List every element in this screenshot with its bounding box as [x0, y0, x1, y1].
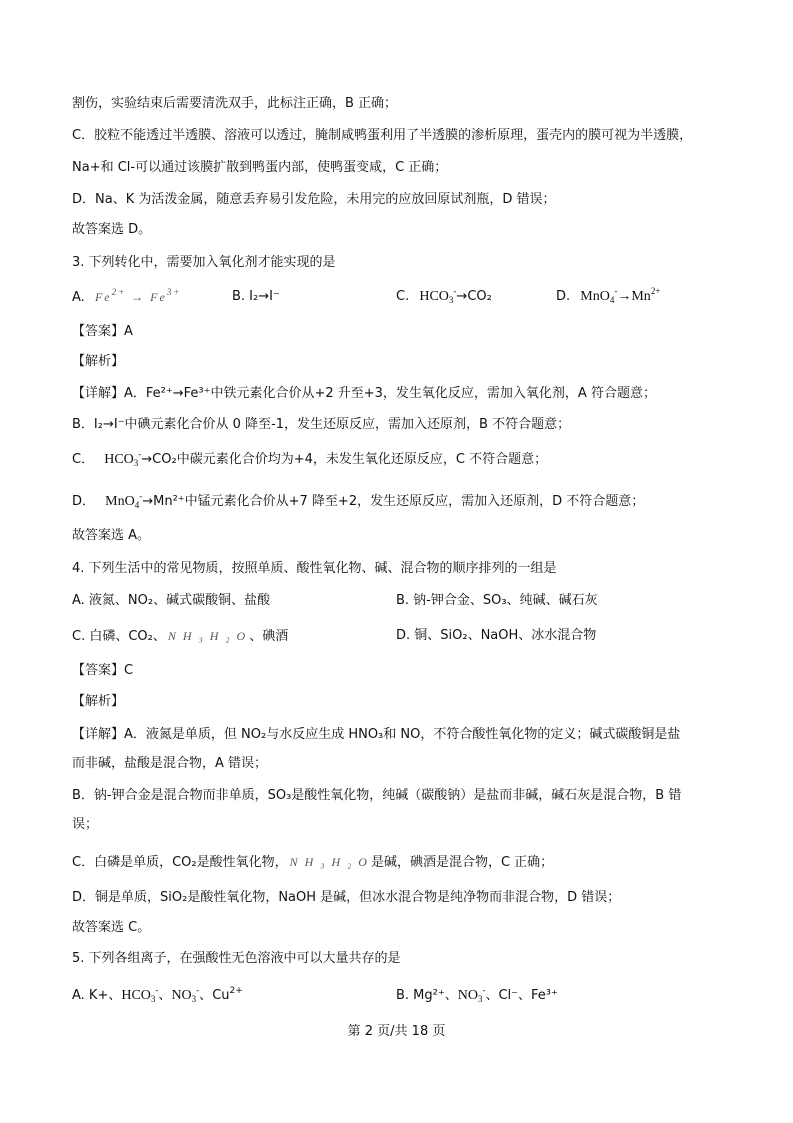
- text-line: Na+和 Cl-可以通过该膜扩散到鸭蛋内部，使鸭蛋变咸，C 正确；: [72, 160, 448, 175]
- question-3: 3. 下列转化中，需要加入氧化剂才能实现的是: [72, 255, 336, 270]
- question-5: 5. 下列各组离子，在强酸性无色溶液中可以大量共存的是: [72, 951, 401, 966]
- analysis-q4: 【解析】: [72, 694, 125, 709]
- q4-option-c: C. 白磷、CO₂、 N H ₃ H ₂ O 、碘酒: [72, 629, 289, 644]
- q4-option-b: B. 钠-钾合金、SO₃、纯碱、碱石灰: [396, 593, 598, 608]
- q5-option-b: B. Mg²⁺、$NO_3^-$、Cl⁻、Fe³⁺: [396, 985, 558, 1004]
- text-line: 误；: [72, 817, 99, 832]
- text-line: 割伤，实验结束后需要清洗双手，此标注正确，B 正确；: [72, 96, 398, 111]
- q4-option-a: A. 液氮、NO₂、碱式碳酸铜、盐酸: [72, 593, 271, 608]
- detail-q3-c: C． $HCO_3^-\to CO_2$中碳元素化合价均为+4，未发生氧化还原反应，C 不符合题意；: [72, 449, 548, 468]
- answer-q4: 【答案】C: [72, 663, 134, 678]
- q3-option-a: A. $Fe^{2+} \to Fe^{3+}$: [72, 287, 182, 305]
- text-line: 故答案选 C。: [72, 920, 151, 935]
- q5-option-a: A. K+、$HCO_3^-$、$NO_3^-$、$Cu^{2+}$: [72, 985, 243, 1004]
- text-line: 故答案选 D。: [72, 222, 152, 237]
- question-4: 4. 下列生活中的常见物质，按照单质、酸性氧化物、碱、混合物的顺序排列的一组是: [72, 561, 557, 576]
- detail-q4-c: C．白磷是单质，CO₂是酸性氧化物， N H ₃ H ₂ O 是碱，碘酒是混合物，C 正确；: [72, 855, 554, 870]
- q3-option-b: B. I₂→I⁻: [232, 289, 280, 304]
- text-line: D．Na、K 为活泼金属，随意丢弃易引发危险，未用完的应放回原试剂瓶，D 错误；: [72, 192, 556, 207]
- detail-q4-a: 【详解】A．液氮是单质，但 NO₂与水反应生成 HNO₃和 NO，不符合酸性氧化物的定义；碱式碳酸铜是盐: [72, 727, 681, 742]
- detail-q4-d: D．铜是单质，SiO₂是酸性氧化物，NaOH 是碱，但冰水混合物是纯净物而非混合物，D 错误；: [72, 890, 621, 905]
- detail-q3-b: B．I₂→I⁻中碘元素化合价从 0 降至-1，发生还原反应，需加入还原剂，B 不符合题意；: [72, 417, 571, 432]
- q4-option-d: D. 铜、SiO₂、NaOH、冰水混合物: [396, 628, 597, 643]
- q3-option-c: C. $HCO_3^-\to CO_2$: [396, 286, 492, 305]
- detail-q3-d: D． MnO$_4$-→Mn²⁺中锰元素化合价从+7 降至+2，发生还原反应，需加入还原剂，D 不符合题意；: [72, 491, 645, 510]
- text-line: C．胶粒不能透过半透膜、溶液可以透过，腌制咸鸭蛋利用了半透膜的渗析原理，蛋壳内的膜可视为半透膜，: [72, 128, 693, 143]
- page-number: 第 2 页/共 18 页: [347, 1024, 446, 1039]
- detail-q4-b: B．钠-钾合金是混合物而非单质，SO₃是酸性氧化物，纯碱（碳酸钠）是盐而非碱，碱石灰是混合物，B 错: [72, 788, 682, 803]
- analysis-q3: 【解析】: [72, 354, 125, 369]
- q3-option-d: D. $MnO_4^-\to Mn^{2+}$: [556, 286, 661, 305]
- text-line: 故答案选 A。: [72, 528, 151, 543]
- answer-q3: 【答案】A: [72, 324, 133, 339]
- detail-q3-a: 【详解】A．Fe²⁺→Fe³⁺中铁元素化合价从+2 升至+3，发生氧化反应，需加入氧化剂，A 符合题意；: [72, 386, 656, 401]
- text-line: 而非碱，盐酸是混合物，A 错误；: [72, 756, 268, 771]
